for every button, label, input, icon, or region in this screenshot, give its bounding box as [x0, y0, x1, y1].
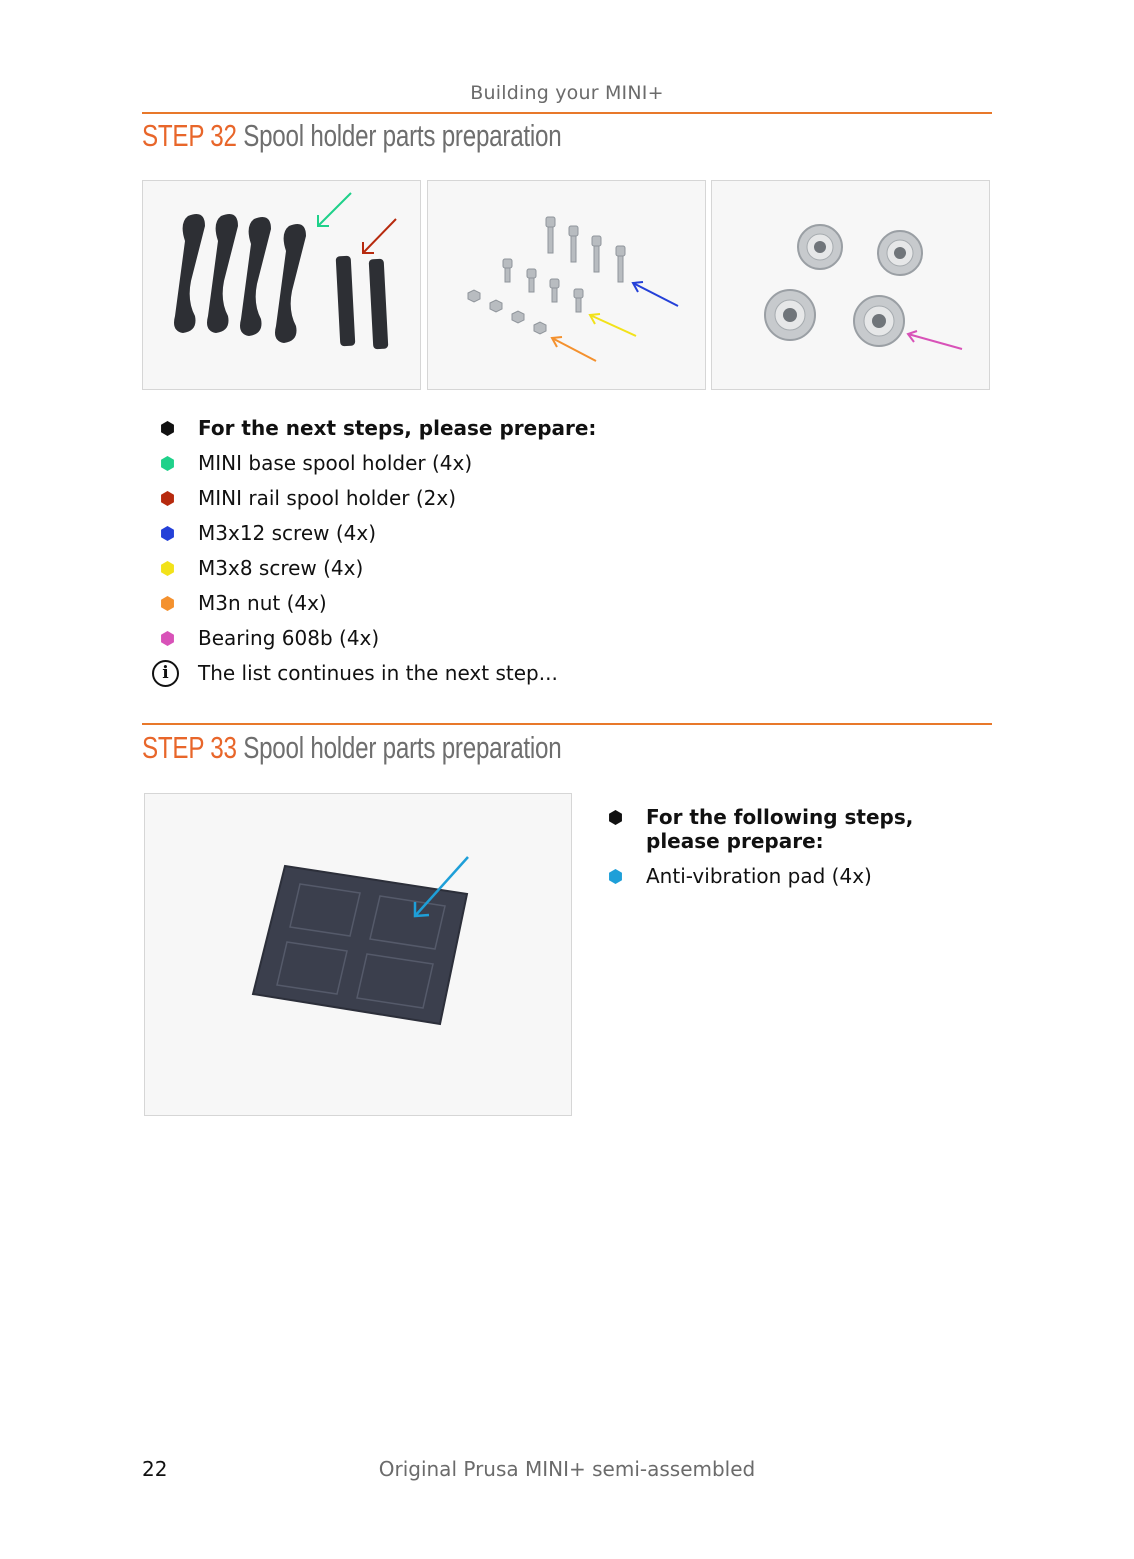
orange-hexagon-bullet — [160, 596, 175, 611]
photo-anti-vibration-pad — [144, 793, 572, 1116]
step-32-heading — [142, 118, 561, 154]
list-item: For the following steps, please prepare: — [590, 805, 960, 853]
header-rule — [142, 112, 992, 114]
step-33-list — [590, 805, 960, 899]
cyan-hexagon-bullet — [608, 869, 623, 884]
info-icon: i — [152, 660, 179, 687]
running-header: Building your MINI+ — [470, 82, 664, 104]
step-33-number: STEP 33 — [142, 730, 237, 765]
photo-bearings — [711, 180, 990, 390]
list-item: M3x12 screw (4x) — [142, 521, 942, 545]
list-item: M3x8 screw (4x) — [142, 556, 942, 580]
page-number: 22 — [142, 1457, 168, 1481]
step-32-title: Spool holder parts preparation — [243, 118, 562, 153]
black-hexagon-bullet — [160, 421, 175, 436]
running-footer: Original Prusa MINI+ semi-assembled — [378, 1457, 756, 1481]
list-item: Bearing 608b (4x) — [142, 626, 942, 650]
blue-hexagon-bullet — [160, 526, 175, 541]
list-item: For the next steps, please prepare: — [142, 416, 942, 440]
photo-spool-holder-parts — [142, 180, 421, 390]
step-33-title: Spool holder parts preparation — [243, 730, 562, 765]
yellow-hexagon-bullet — [160, 561, 175, 576]
list-item-info: i The list continues in the next step... — [142, 661, 942, 685]
list-item: MINI rail spool holder (2x) — [142, 486, 942, 510]
step-33-rule — [142, 723, 992, 725]
green-hexagon-bullet — [160, 456, 175, 471]
step-33-heading — [142, 730, 561, 766]
list-item: M3n nut (4x) — [142, 591, 942, 615]
list-item: Anti-vibration pad (4x) — [590, 864, 960, 888]
photo-screws-and-nuts — [427, 180, 706, 390]
pink-hexagon-bullet — [160, 631, 175, 646]
list-item: MINI base spool holder (4x) — [142, 451, 942, 475]
step-32-list — [142, 416, 942, 696]
black-hexagon-bullet — [608, 810, 623, 825]
red-hexagon-bullet — [160, 491, 175, 506]
step-32-number: STEP 32 — [142, 118, 237, 153]
